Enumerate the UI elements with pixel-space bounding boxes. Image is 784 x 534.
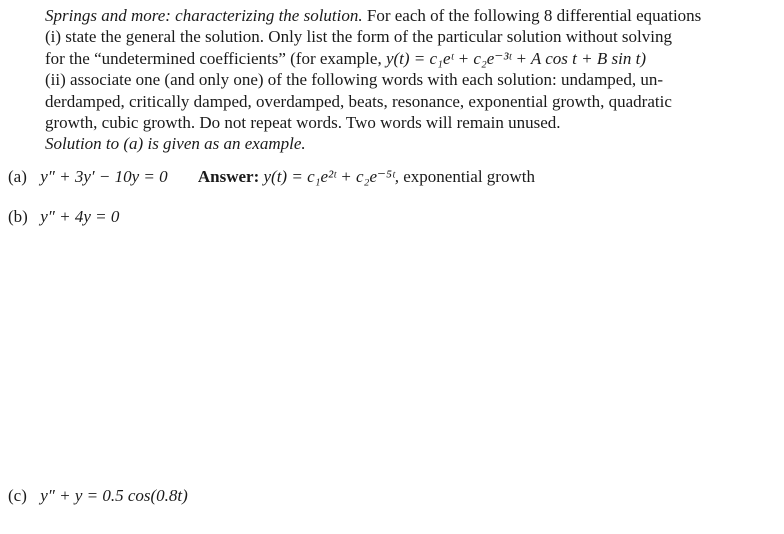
instructions-text: For each of the following 8 differential equations bbox=[366, 6, 702, 25]
answer-classification: exponential growth bbox=[403, 167, 535, 186]
problem-equation: y″ + y = 0.5 cos(0.8t) bbox=[40, 486, 188, 505]
instructions-line-5: derdamped, critically damped, overdamped, beats, resonance, exponential growth, quadratic bbox=[45, 91, 672, 111]
problem-label: (b) bbox=[8, 207, 28, 226]
section-title: Springs and more: characterizing the solution. bbox=[45, 6, 363, 25]
problem-b bbox=[8, 207, 119, 227]
answer-formula: y(t) = c₁e²ᵗ + c₂e⁻⁵ᵗ, bbox=[263, 167, 399, 186]
instructions-line-3 bbox=[45, 48, 763, 69]
answer-heading: Answer: bbox=[197, 167, 260, 186]
instructions-line-1 bbox=[45, 5, 763, 26]
problem-c bbox=[8, 486, 188, 506]
example-note: Solution to (a) is given as an example. bbox=[45, 134, 306, 154]
problem-equation: y″ + 3y′ − 10y = 0 bbox=[40, 167, 168, 186]
instructions bbox=[45, 5, 763, 155]
problem-label: (c) bbox=[8, 486, 27, 505]
problem-equation: y″ + 4y = 0 bbox=[40, 207, 120, 226]
problem-statement bbox=[45, 5, 763, 155]
instructions-text: for the “undetermined coefficients” (for example, bbox=[45, 48, 382, 68]
instructions-line-2: (i) state the general the solution. Only list the form of the particular solution without solving bbox=[45, 27, 672, 47]
instructions-line-4: (ii) associate one (and only one) of the following words with each solution: undamped, un- bbox=[45, 70, 663, 90]
problem-a bbox=[8, 167, 535, 187]
example-formula: y(t) = c₁eᵗ + c₂e⁻³ᵗ + A cos t + B sin t) bbox=[385, 48, 646, 68]
problem-label: (a) bbox=[8, 167, 27, 186]
instructions-line-6: growth, cubic growth. Do not repeat words. Two words will remain unused. bbox=[45, 113, 561, 133]
